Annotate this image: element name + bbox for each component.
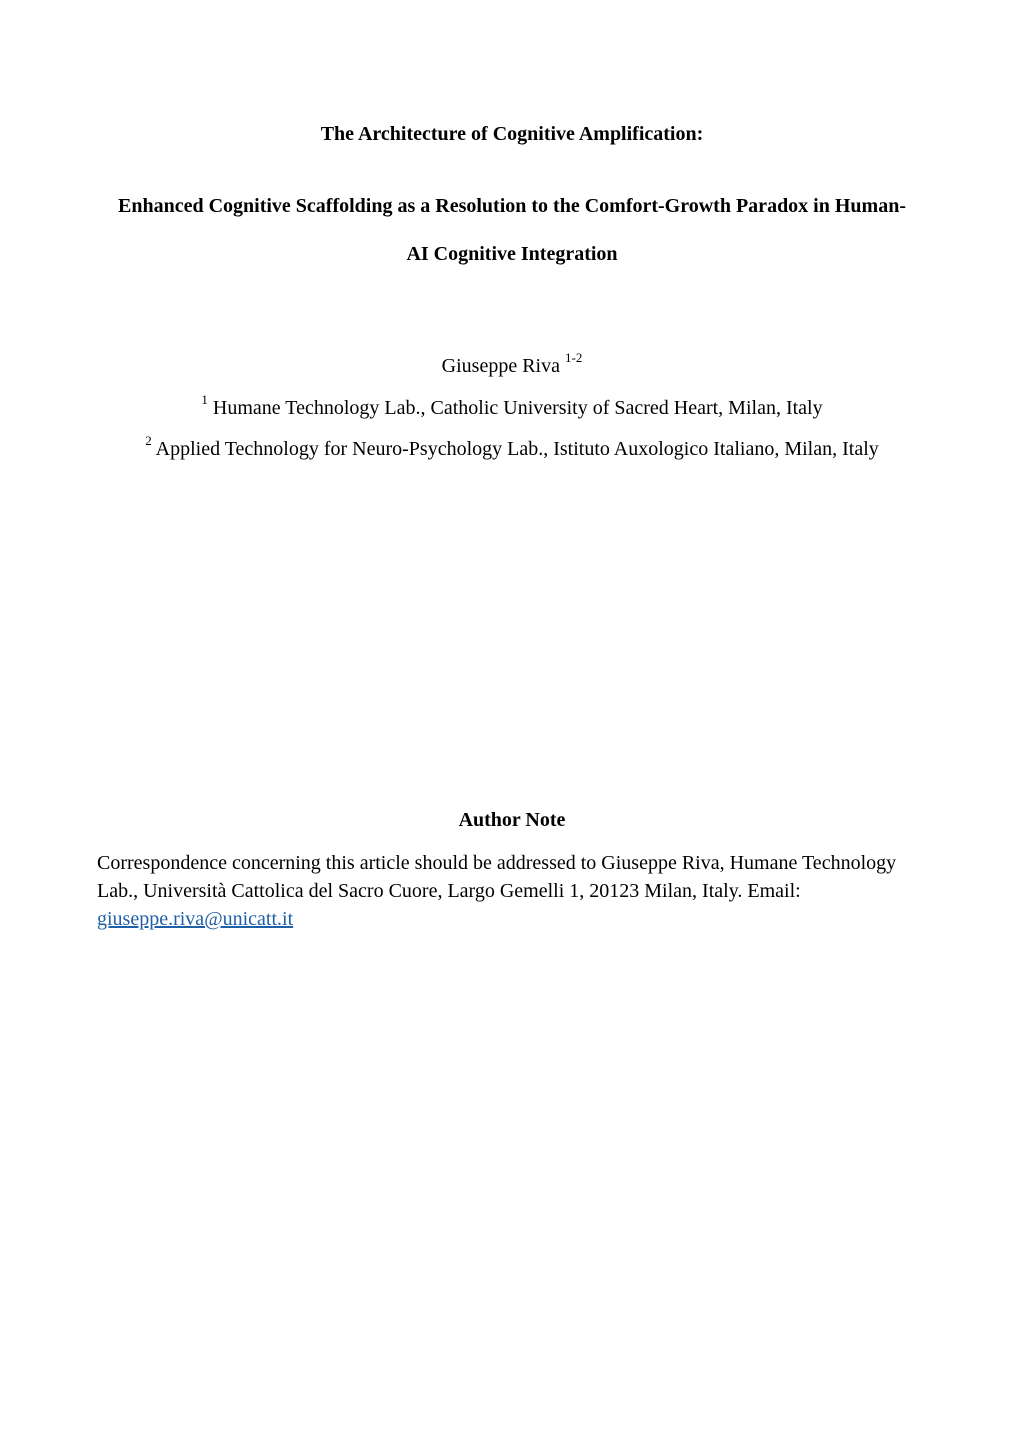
author-affiliation-marks: 1-2 [564,350,583,366]
affiliation-2-number: 2 [145,433,152,449]
title-line-3: AI Cognitive Integration [406,243,618,265]
affiliation-1-number: 1 [201,392,208,408]
author-note-line-1: Correspondence concerning this article should be addressed to Giuseppe Riva, Humane Technology [97,852,897,874]
affiliation-2 [60,433,964,461]
affiliation-1 [60,392,964,420]
author-note-line-2: Lab., Università Cattolica del Sacro Cuore, Largo Gemelli 1, 20123 Milan, Italy. Email: [97,880,801,902]
affiliation-1-text: Humane Technology Lab., Catholic University of Sacred Heart, Milan, Italy [212,397,823,419]
author-note-heading: Author Note [458,809,566,831]
author-line [60,350,964,378]
affiliation-2-text: Applied Technology for Neuro-Psychology Lab., Istituto Auxologico Italiano, Milan, Italy [155,438,879,460]
title-line-1: The Architecture of Cognitive Amplification: [320,123,704,145]
email-link[interactable]: giuseppe.riva@unicatt.it [97,908,294,930]
author-name: Giuseppe Riva [441,355,560,377]
title-line-2: Enhanced Cognitive Scaffolding as a Resolution to the Comfort-Growth Paradox in Human- [118,195,906,217]
author-note-body [97,849,937,933]
